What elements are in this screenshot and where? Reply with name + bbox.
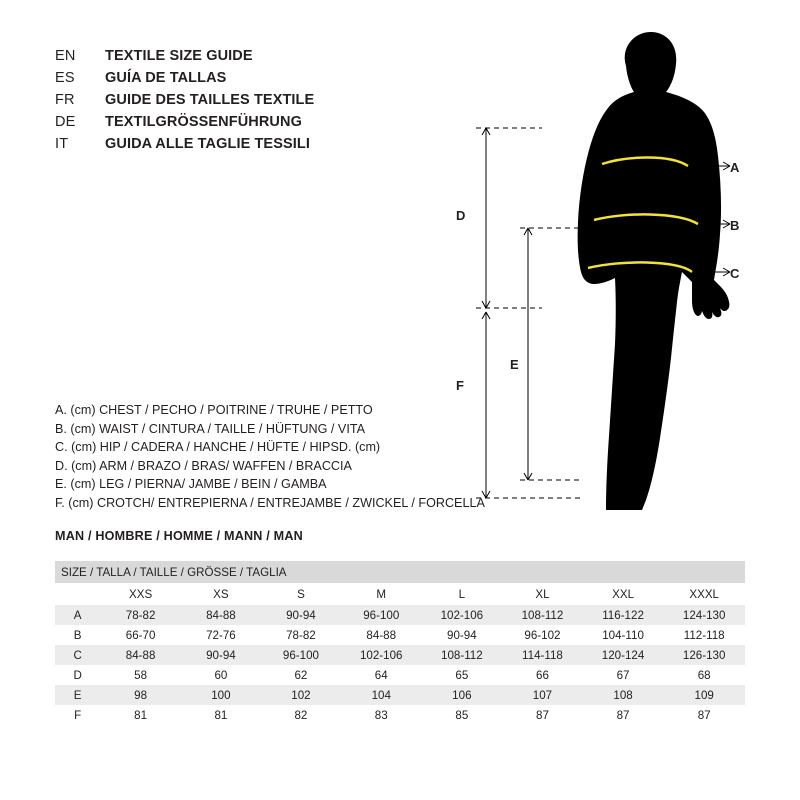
cell-e-xs: 100	[181, 685, 261, 705]
title-lang-de: DE	[55, 114, 76, 130]
cell-e-xxxl: 109	[663, 685, 745, 705]
legend-item-c: C. (cm) HIP / CADERA / HANCHE / HÜFTE / HIPSD. (cm)	[55, 440, 381, 455]
cell-d-l: 65	[422, 665, 503, 685]
cell-d-xl: 66	[502, 665, 583, 685]
cell-f-xxxl: 87	[663, 705, 745, 725]
title-text-en: TEXTILE SIZE GUIDE	[105, 48, 253, 64]
cell-c-xxxl: 126-130	[663, 645, 745, 665]
table-row	[55, 605, 745, 625]
cell-b-m: 84-88	[341, 625, 422, 645]
cell-f-xxs: 81	[100, 705, 181, 725]
title-row-fr	[55, 92, 485, 114]
column-header-l: L	[422, 583, 503, 605]
title-text-it: GUIDA ALLE TAGLIE TESSILI	[105, 136, 310, 152]
title-row-es	[55, 70, 485, 92]
title-lang-en: EN	[55, 48, 76, 64]
title-row-de	[55, 114, 485, 136]
legend-item-e: E. (cm) LEG / PIERNA/ JAMBE / BEIN / GAMBA	[55, 477, 327, 492]
cell-d-xxs: 58	[100, 665, 181, 685]
cell-a-xs: 84-88	[181, 605, 261, 625]
cell-c-xxs: 84-88	[100, 645, 181, 665]
cell-c-xxl: 120-124	[583, 645, 664, 665]
table-header-title: SIZE / TALLA / TAILLE / GRÖSSE / TAGLIA	[55, 561, 745, 583]
row-label-a: A	[55, 605, 100, 625]
cell-f-m: 83	[341, 705, 422, 725]
cell-a-l: 102-106	[422, 605, 503, 625]
cell-f-xs: 81	[181, 705, 261, 725]
row-label-f: F	[55, 705, 100, 725]
cell-c-m: 102-106	[341, 645, 422, 665]
legend-item-f: F. (cm) CROTCH/ ENTREPIERNA / ENTREJAMBE / ZWICKEL / FORCELLA	[55, 495, 485, 510]
table-row	[55, 705, 745, 725]
legend-item-a: A. (cm) CHEST / PECHO / POITRINE / TRUHE / PETTO	[55, 403, 373, 417]
cell-b-s: 78-82	[261, 625, 341, 645]
column-header-xl: XL	[502, 583, 583, 605]
table-row	[55, 665, 745, 685]
table-row	[55, 685, 745, 705]
row-label-e: E	[55, 685, 100, 705]
diagram-label-a: A	[730, 160, 740, 175]
title-row-it	[55, 136, 485, 158]
cell-e-xxl: 108	[583, 685, 664, 705]
diagram-label-d: D	[456, 208, 466, 223]
cell-d-s: 62	[261, 665, 341, 685]
cell-f-xxl: 87	[583, 705, 664, 725]
cell-b-xxxl: 112-118	[663, 625, 745, 645]
cell-c-l: 108-112	[422, 645, 503, 665]
cell-a-s: 90-94	[261, 605, 341, 625]
row-label-c: C	[55, 645, 100, 665]
table-header-row	[55, 561, 745, 583]
row-label-b: B	[55, 625, 100, 645]
row-label-d: D	[55, 665, 100, 685]
cell-c-xl: 114-118	[502, 645, 583, 665]
table-row	[55, 625, 745, 645]
diagram-label-c: C	[730, 266, 740, 281]
cell-f-xl: 87	[502, 705, 583, 725]
cell-e-s: 102	[261, 685, 341, 705]
title-lang-fr: FR	[55, 92, 75, 108]
cell-e-m: 104	[341, 685, 422, 705]
cell-b-xs: 72-76	[181, 625, 261, 645]
diagram-label-f: F	[456, 378, 464, 393]
title-lang-es: ES	[55, 70, 75, 86]
cell-c-xs: 90-94	[181, 645, 261, 665]
title-text-de: TEXTILGRÖSSENFÜHRUNG	[105, 114, 302, 130]
cell-c-s: 96-100	[261, 645, 341, 665]
cell-a-xxs: 78-82	[100, 605, 181, 625]
cell-f-s: 82	[261, 705, 341, 725]
diagram-label-b: B	[730, 218, 740, 233]
cell-d-xxl: 67	[583, 665, 664, 685]
cell-a-xxl: 116-122	[583, 605, 664, 625]
size-table	[55, 561, 745, 725]
diagram-label-e: E	[510, 357, 519, 372]
cell-e-l: 106	[422, 685, 503, 705]
size-table-wrapper	[55, 561, 745, 725]
cell-e-xl: 107	[502, 685, 583, 705]
column-header-xs: XS	[181, 583, 261, 605]
cell-a-m: 96-100	[341, 605, 422, 625]
cell-d-xxxl: 68	[663, 665, 745, 685]
cell-d-xs: 60	[181, 665, 261, 685]
dimension-d	[476, 128, 542, 308]
column-header-xxl: XXL	[583, 583, 664, 605]
dimension-e	[520, 228, 580, 480]
column-header-m: M	[341, 583, 422, 605]
title-lang-it: IT	[55, 136, 69, 152]
cell-b-xxs: 66-70	[100, 625, 181, 645]
column-header-xxxl: XXXL	[663, 583, 745, 605]
cell-e-xxs: 98	[100, 685, 181, 705]
cell-a-xxxl: 124-130	[663, 605, 745, 625]
cell-f-l: 85	[422, 705, 503, 725]
column-header-blank	[55, 583, 100, 605]
legend-block	[55, 401, 525, 513]
cell-b-xl: 96-102	[502, 625, 583, 645]
title-row-en	[55, 48, 485, 70]
title-text-es: GUÍA DE TALLAS	[105, 70, 227, 86]
legend-item-d: D. (cm) ARM / BRAZO / BRAS/ WAFFEN / BRACCIA	[55, 458, 352, 473]
cell-b-l: 90-94	[422, 625, 503, 645]
man-silhouette	[578, 32, 730, 510]
column-header-xxs: XXS	[100, 583, 181, 605]
cell-a-xl: 108-112	[502, 605, 583, 625]
table-row	[55, 645, 745, 665]
cell-d-m: 64	[341, 665, 422, 685]
title-block	[55, 48, 485, 158]
column-header-s: S	[261, 583, 341, 605]
legend-subtitle: MAN / HOMBRE / HOMME / MANN / MAN	[55, 529, 303, 543]
legend-item-b: B. (cm) WAIST / CINTURA / TAILLE / HÜFTUNG / VITA	[55, 421, 365, 436]
cell-b-xxl: 104-110	[583, 625, 664, 645]
title-text-fr: GUIDE DES TAILLES TEXTILE	[105, 92, 315, 108]
table-column-row	[55, 583, 745, 605]
